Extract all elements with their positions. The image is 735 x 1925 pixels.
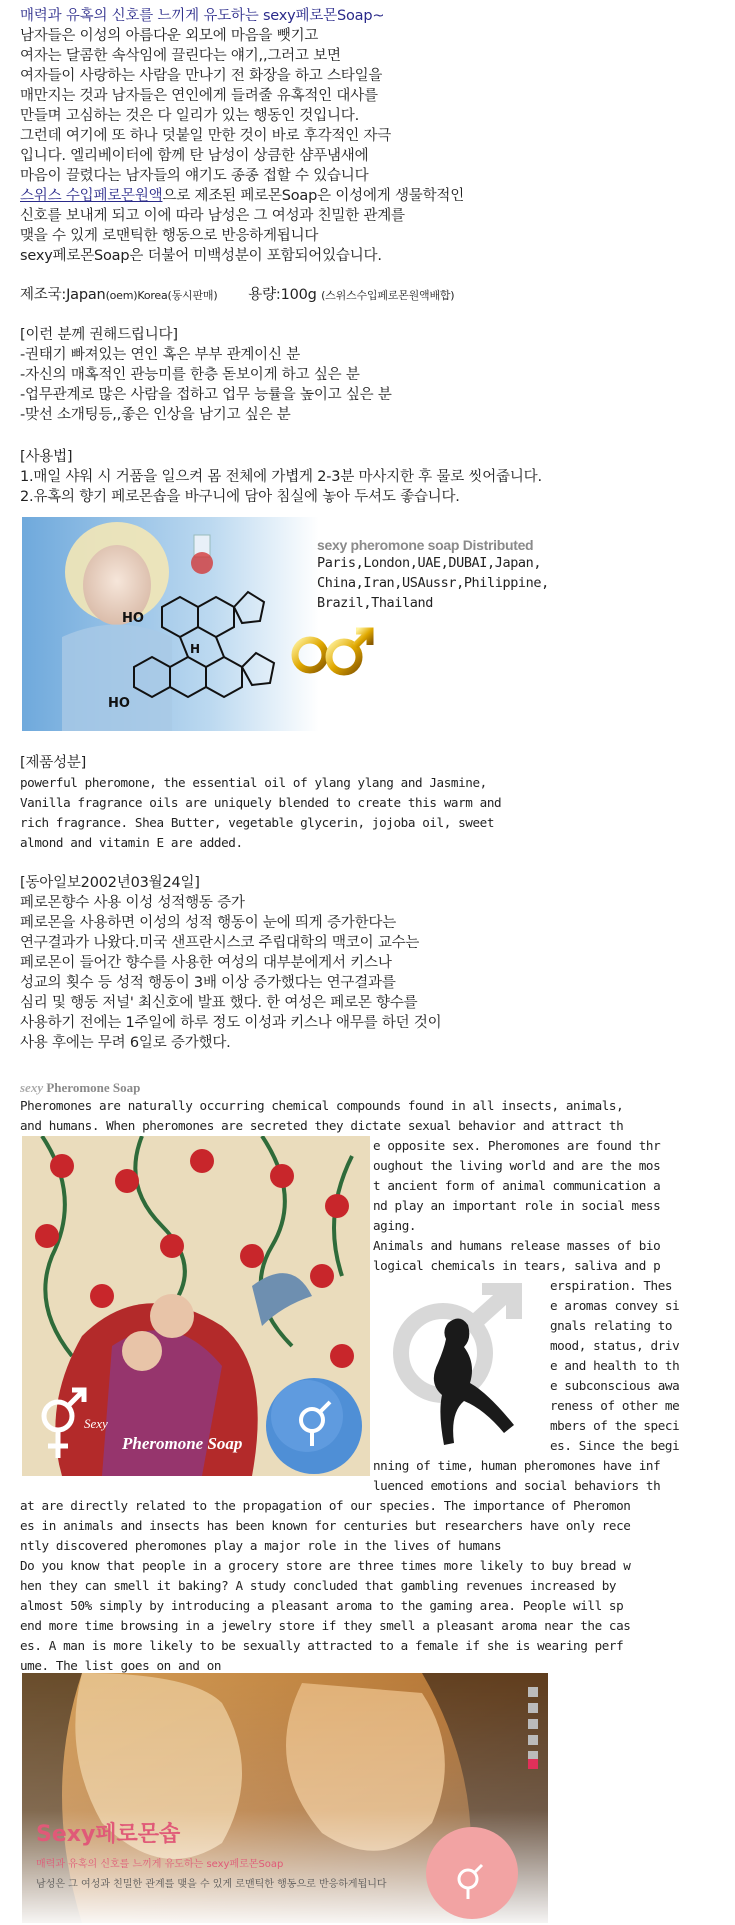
article-line: end more time browsing in a jewelry store if they smell a pleasant aroma near the cas: [20, 1618, 631, 1633]
article-line: Do you know that people in a grocery store are three times more likely to buy bread w: [20, 1558, 631, 1573]
intro-line: 매만지는 것과 남자들은 연인에게 들려줄 유혹적인 대사를: [20, 88, 378, 104]
news-line: 사용하기 전에는 1주일에 하루 정도 이성과 키스나 애무를 하던 것이: [20, 1015, 442, 1031]
intro-line: sexy페로몬Soap은 더불어 미백성분이 포함되어있습니다.: [20, 248, 382, 264]
swiss-pheromone-link[interactable]: 스위스 수입페로몬원액: [20, 188, 163, 204]
volume-label: 용량:100g: [248, 287, 317, 303]
intro-headline: 매력과 유혹의 신호를 느끼게 유도하는 sexy페로몬Soap~: [20, 8, 385, 24]
product-specs: [20, 285, 454, 306]
article-line: es in animals and insects has been known for centuries but researchers have only rece: [20, 1518, 631, 1533]
recommend-item: -권태기 빠져있는 연인 혹은 부부 관계이신 분: [20, 347, 301, 363]
ingredients-line: rich fragrance. Shea Butter, vegetable glycerin, jojoba oil, sweet: [20, 815, 495, 830]
molecule-label-ho1: HO: [122, 611, 144, 626]
news-line: 페로몬향수 사용 이성 성적행동 증가: [20, 895, 245, 911]
usage-step-1: 1.매일 샤워 시 거품을 일으켜 몸 전체에 가볍게 2-3분 마사지한 후 물로 씻어줍니다.: [20, 469, 542, 485]
article-title-sexy: sexy: [20, 1080, 44, 1095]
article-line: e opposite sex. Pheromones are found thr: [373, 1138, 661, 1153]
pheromone-soap-banner: [22, 1673, 548, 1923]
intro-line: 마음이 끌렸다는 남자들의 얘기도 종종 접할 수 있습니다: [20, 168, 369, 184]
silhouette-graphic: [388, 1283, 538, 1453]
article-line: e aromas convey si: [550, 1298, 680, 1313]
origin-label: 제조국:Japan: [20, 287, 106, 303]
article-line: t ancient form of animal communication a: [373, 1178, 661, 1193]
art-sexy-word: Sexy: [84, 1416, 108, 1431]
article-line: e and health to th: [550, 1358, 680, 1373]
article-line: ume. The list goes on and on: [20, 1658, 222, 1673]
recommend-item: -자신의 매혹적인 관능미를 한층 돋보이게 하고 싶은 분: [20, 367, 360, 383]
article-line: nd play an important role in social mess: [373, 1198, 661, 1213]
molecule-label-ho2: HO: [108, 696, 130, 711]
recommend-item: -맞선 소개팅등,,좋은 인상을 남기고 싶은 분: [20, 407, 291, 423]
banner2-subtitle: 매력과 유혹의 신호를 느끼게 유도하는 sexy페로몬Soap: [36, 1859, 284, 1870]
intro-line: 입니다. 엘리베이터에 함께 탄 남성이 상큼한 샴푸냄새에: [20, 148, 369, 164]
distribution-line: Brazil,Thailand: [317, 595, 433, 611]
intro-line: 그런데 여기에 또 하나 덧붙일 만한 것이 바로 후각적인 자극: [20, 128, 392, 144]
distribution-text: [317, 537, 549, 613]
article-line: Pheromones are naturally occurring chemical compounds found in all insects, animals,: [20, 1098, 624, 1113]
banner2-title: Sexy페로몬솝: [36, 1822, 181, 1847]
intro-line-with-link: 스위스 수입페로몬원액으로 제조된 페로몬Soap은 이성에게 생물학적인: [20, 188, 465, 204]
article-line: es. Since the begi: [550, 1438, 680, 1453]
article-column: [373, 1136, 660, 1276]
article-intro: [20, 1096, 623, 1136]
article-line: luenced emotions and social behaviors th: [373, 1478, 661, 1493]
article-body: [20, 1496, 630, 1676]
distribution-line: China,Iran,USAussr,Philippine,: [317, 575, 549, 591]
news-line: 사용 후에는 무려 6일로 증가했다.: [20, 1035, 231, 1051]
news-line: 페로몬을 사용하면 이성의 성적 행동이 눈에 띄게 증가한다는: [20, 915, 397, 931]
article-line: oughout the living world and are the mos: [373, 1158, 661, 1173]
usage-step-2: 2.유혹의 향기 페로몬솝을 바구니에 담아 침실에 놓아 두셔도 좋습니다.: [20, 489, 460, 505]
article-line: almost 50% simply by introducing a pleasant aroma to the gaming area. People will sp: [20, 1598, 624, 1613]
article-line: aging.: [373, 1218, 417, 1233]
recommend-item: -업무관계로 많은 사람을 접하고 업무 능률을 높이고 싶은 분: [20, 387, 392, 403]
intro-line: 여자들이 사랑하는 사람을 만나기 전 화장을 하고 스타일을: [20, 68, 383, 84]
medieval-art-image: [22, 1136, 370, 1476]
volume-note: (스위스수입페로몬원액배합): [321, 289, 455, 302]
ingredients-line: almond and vitamin E are added.: [20, 835, 243, 850]
intro-line: 여자는 달콤한 속삭임에 끌린다는 얘기,,그러고 보면: [20, 48, 341, 64]
art-illustration: [22, 1136, 370, 1476]
intro-line: 남자들은 이성의 아름다운 외모에 마음을 뺏기고: [20, 28, 319, 44]
silhouette-image: [388, 1283, 538, 1453]
distribution-banner: [22, 517, 562, 731]
article-title: [20, 1077, 140, 1096]
molecule-label-h: H: [190, 642, 201, 656]
intro-line: 만들며 고심하는 것은 다 일리가 있는 행동인 것입니다.: [20, 108, 360, 124]
news-line: 심리 및 행동 저널' 최신호에 발표 했다. 한 여성은 페로몬 향수를: [20, 995, 418, 1011]
distribution-title: sexy pheromone soap Distributed: [317, 537, 534, 553]
intro-line: 맺을 수 있게 로맨틱한 행동으로 반응하게됩니다: [20, 228, 319, 244]
ingredients-line: Vanilla fragrance oils are uniquely blended to create this warm and: [20, 795, 502, 810]
article-line: Animals and humans release masses of bio: [373, 1238, 661, 1253]
article-line: logical chemicals in tears, saliva and p: [373, 1258, 661, 1273]
article-line: mbers of the speci: [550, 1418, 680, 1433]
article-column-lower: [373, 1456, 660, 1496]
usage-heading: [사용법]: [20, 449, 73, 465]
news-line: 성교의 횟수 등 성적 행동이 3배 이상 증가했다는 연구결과를: [20, 975, 396, 991]
article-line: mood, status, driv: [550, 1338, 680, 1353]
article-line: hen they can smell it baking? A study concluded that gambling revenues increased by: [20, 1578, 617, 1593]
intro-line: 신호를 보내게 되고 이에 따라 남성은 그 여성과 친밀한 관계를: [20, 208, 405, 224]
news-heading: [동아일보2002년03월24일]: [20, 875, 200, 891]
art-brand-word: Pheromone Soap: [122, 1434, 243, 1453]
article-line: ntly discovered pheromones play a major role in the lives of humans: [20, 1538, 502, 1553]
origin-note: (oem)Korea(동시판매): [105, 289, 218, 302]
article-line: reness of other me: [550, 1398, 680, 1413]
ingredients-heading: [제품성분]: [20, 755, 87, 771]
ingredients-line: powerful pheromone, the essential oil of ylang ylang and Jasmine,: [20, 775, 487, 790]
ingredients-section: [20, 753, 501, 853]
usage-section: [20, 447, 542, 507]
news-section: [20, 873, 442, 1053]
recommend-section: [20, 325, 392, 425]
intro-paragraph: [20, 6, 464, 266]
article-line: e subconscious awa: [550, 1378, 680, 1393]
article-narrow-column: [550, 1276, 679, 1456]
recommend-heading: [이런 분께 권해드립니다]: [20, 327, 178, 343]
banner2-caption: 남성은 그 여성과 친밀한 관계를 맺을 수 있게 로맨틱한 행동으로 반응하게됩니다: [36, 1879, 387, 1890]
article-title-rest: Pheromone Soap: [43, 1080, 141, 1095]
article-line: nning of time, human pheromones have inf: [373, 1458, 661, 1473]
article-line: es. A man is more likely to be sexually attracted to a female if she is wearing perf: [20, 1638, 624, 1653]
article-line: erspiration. Thes: [550, 1278, 673, 1293]
news-line: 페로몬이 들어간 향수를 사용한 여성의 대부분에게서 키스나: [20, 955, 392, 971]
news-line: 연구결과가 나왔다.미국 샌프란시스코 주립대학의 맥코이 교수는: [20, 935, 420, 951]
article-line: and humans. When pheromones are secreted they dictate sexual behavior and attract th: [20, 1118, 624, 1133]
article-line: gnals relating to: [550, 1318, 673, 1333]
article-line: at are directly related to the propagation of our species. The importance of Pheromon: [20, 1498, 631, 1513]
distribution-line: Paris,London,UAE,DUBAI,Japan,: [317, 555, 542, 571]
